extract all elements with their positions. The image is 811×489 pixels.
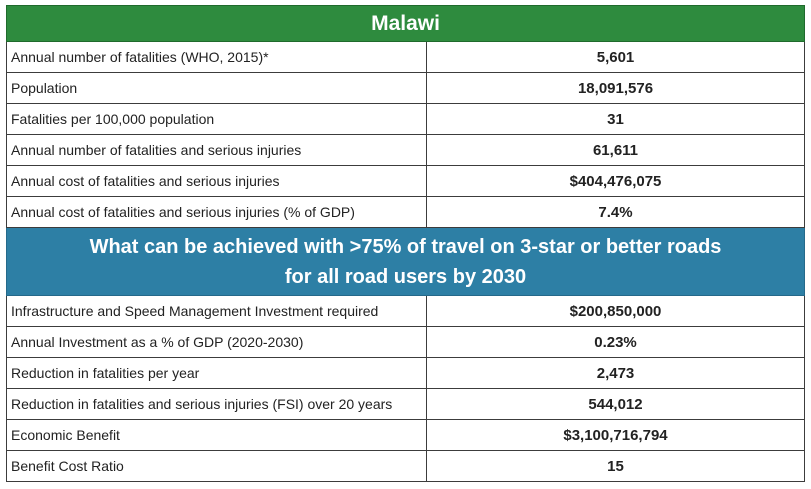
row-label: Annual cost of fatalities and serious injuries (% of GDP) bbox=[7, 197, 427, 228]
table-row bbox=[7, 451, 805, 482]
row-value: 5,601 bbox=[427, 42, 805, 73]
table-row bbox=[7, 197, 805, 228]
row-label: Infrastructure and Speed Management Investment required bbox=[7, 296, 427, 327]
row-value: 31 bbox=[427, 104, 805, 135]
row-label: Reduction in fatalities and serious injuries (FSI) over 20 years bbox=[7, 389, 427, 420]
table-row bbox=[7, 420, 805, 451]
table-row bbox=[7, 166, 805, 197]
row-value: 15 bbox=[427, 451, 805, 482]
country-title: Malawi bbox=[7, 6, 805, 42]
row-label: Annual cost of fatalities and serious injuries bbox=[7, 166, 427, 197]
row-value: 2,473 bbox=[427, 358, 805, 389]
table-row bbox=[7, 73, 805, 104]
table-row bbox=[7, 135, 805, 166]
row-label: Benefit Cost Ratio bbox=[7, 451, 427, 482]
scenario-heading-line2: for all road users by 2030 bbox=[284, 265, 527, 288]
scenario-heading-row bbox=[7, 228, 805, 296]
row-value: 18,091,576 bbox=[427, 73, 805, 104]
row-value: 7.4% bbox=[427, 197, 805, 228]
row-value: $404,476,075 bbox=[427, 166, 805, 197]
table-row bbox=[7, 389, 805, 420]
scenario-heading-line1: What can be achieved with >75% of travel on 3-star or better roads bbox=[89, 235, 722, 258]
row-label: Economic Benefit bbox=[7, 420, 427, 451]
table-row bbox=[7, 104, 805, 135]
row-value: 544,012 bbox=[427, 389, 805, 420]
row-label: Reduction in fatalities per year bbox=[7, 358, 427, 389]
row-label: Population bbox=[7, 73, 427, 104]
scenario-heading bbox=[7, 228, 805, 296]
row-label: Annual number of fatalities and serious injuries bbox=[7, 135, 427, 166]
row-value: $200,850,000 bbox=[427, 296, 805, 327]
row-value: 0.23% bbox=[427, 327, 805, 358]
row-value: 61,611 bbox=[427, 135, 805, 166]
title-row bbox=[7, 6, 805, 42]
table-row bbox=[7, 296, 805, 327]
road-safety-table bbox=[6, 5, 805, 482]
row-value: $3,100,716,794 bbox=[427, 420, 805, 451]
row-label: Annual number of fatalities (WHO, 2015)* bbox=[7, 42, 427, 73]
row-label: Fatalities per 100,000 population bbox=[7, 104, 427, 135]
table-row bbox=[7, 327, 805, 358]
table-row bbox=[7, 42, 805, 73]
table-row bbox=[7, 358, 805, 389]
row-label: Annual Investment as a % of GDP (2020-2030) bbox=[7, 327, 427, 358]
